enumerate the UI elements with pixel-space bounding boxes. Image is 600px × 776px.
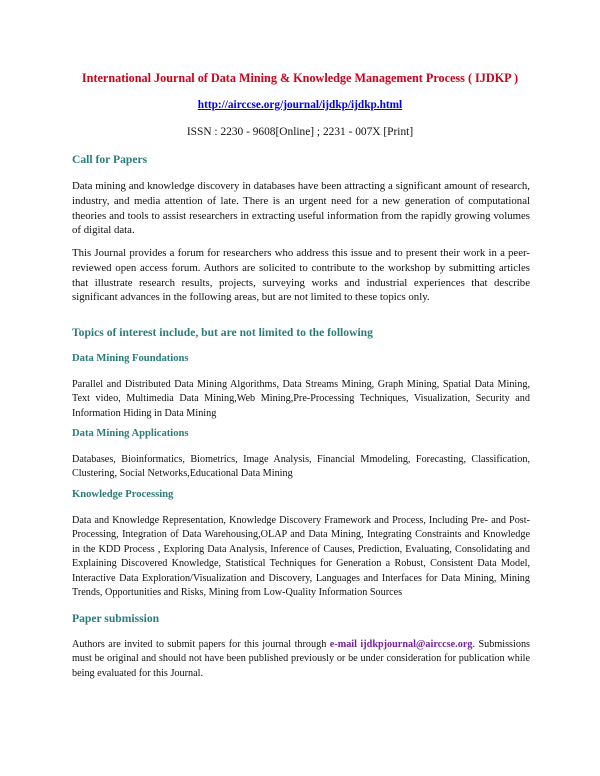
section-body-knowledge-processing: Data and Knowledge Representation, Knowledge Discovery Framework and Process, Including Pre- and Post-Processing, Integration of Data Warehousing,OLAP and Data Mining, Integrating Constraints and Knowledge in the KDD Process , Exploring Data Analysis, Inference of Causes, Prediction, Evaluating, Consolidating and Explaining Discovered Knowledge, Statistical Techniques for Generation a Robust, Consistent Data Model, Interactive Data Exploration/Visualization and Discovery, Languages and Interfaces for Data Mining, Mining Trends, Opportunities and Risks, Mining from Low-Quality Information Sources [72,515,530,599]
call-for-papers-heading: Call for Papers [72,153,148,166]
call-for-papers-paragraph-2: This Journal provides a forum for researchers who address this issue and to present their work in a peer-reviewed open access forum. Authors are solicited to contribute to the workshop by submitting articles that illustrate research results, projects, surveying works and industrial experiences that describe significant advances in the following areas, but are not limited to these topics only. [72,247,530,304]
section-title-data-mining-foundations: Data Mining Foundations [72,353,189,364]
paper-submission-heading: Paper submission [72,612,160,625]
section-body-data-mining-foundations: Parallel and Distributed Data Mining Algorithms, Data Streams Mining, Graph Mining, Spatial Data Mining, Text video, Multimedia Data Mining,Web Mining,Pre-Processing Techniques, Visualization, Security and Information Hiding in Data Mining [72,379,530,419]
call-for-papers-paragraph-1: Data mining and knowledge discovery in databases have been attracting a significant amount of research, industry, and media attention of late. There is an urgent need for a new generation of computational theories and tools to assist researchers in extracting useful information from the rapidly growing volumes of digital data. [72,180,530,237]
section-title-knowledge-processing: Knowledge Processing [72,489,174,500]
submission-email-link[interactable]: e-mail ijdkpjournal@airccse.org [329,639,473,650]
submission-text-before: Authors are invited to submit papers for this journal through [72,639,330,650]
section-body-data-mining-applications: Databases, Bioinformatics, Biometrics, Image Analysis, Financial Mmodeling, Forecasting, Classification, Clustering, Social Networks,Educational Data Mining [72,454,530,480]
submission-text-after: . Submissions must be original and should not have been published previously or be under consideration for publication while being evaluated for this Journal. [72,639,531,679]
topics-heading: Topics of interest include, but are not limited to the following [72,326,373,339]
journal-url-line [0,99,600,111]
section-title-data-mining-applications: Data Mining Applications [72,428,189,439]
issn-line: ISSN : 2230 - 9608[Online] ; 2231 - 007X [Print] [186,126,414,138]
paper-submission-paragraph [72,638,530,681]
journal-url-link[interactable]: http://airccse.org/journal/ijdkp/ijdkp.html [197,99,403,111]
journal-title: International Journal of Data Mining & Knowledge Management Process ( IJDKP ) [81,71,519,85]
